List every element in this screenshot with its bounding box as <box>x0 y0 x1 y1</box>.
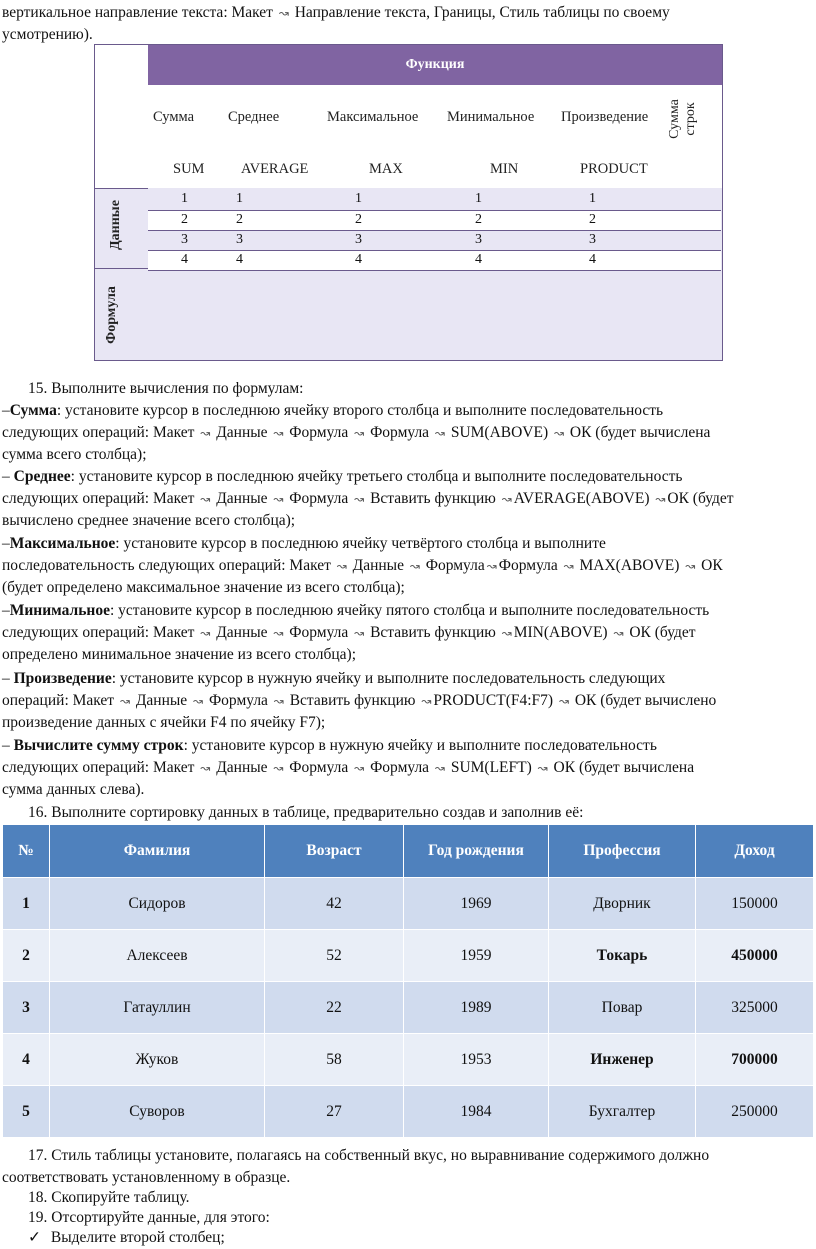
cell: Токарь <box>549 930 696 982</box>
data-row-3 <box>148 231 721 250</box>
header-number: № <box>3 825 50 878</box>
avg-text: вычислено среднее значение всего столбца); <box>2 512 296 529</box>
cell: 4 <box>3 1034 50 1086</box>
table-row <box>3 1034 814 1086</box>
cell: 2 <box>355 212 362 227</box>
min-text: следующих операций: Макет <box>2 624 195 641</box>
cell: 1989 <box>404 982 549 1034</box>
header-surname: Фамилия <box>50 825 265 878</box>
arrow-icon: ↝ <box>354 492 365 506</box>
table-row <box>3 878 814 930</box>
prod-text: Данные <box>135 692 188 709</box>
cell: Алексеев <box>50 930 265 982</box>
cell: 58 <box>265 1034 404 1086</box>
cell: 2 <box>181 212 188 227</box>
cell: 4 <box>236 252 243 267</box>
step-15: 15. Выполните вычисления по формулам: <box>28 380 304 397</box>
max-text: последовательность следующих операций: Макет <box>2 557 331 574</box>
intro-line-2: усмотрению). <box>2 26 93 43</box>
arrow-icon: ↝ <box>336 559 347 573</box>
header-income: Доход <box>696 825 814 878</box>
max-instruction <box>2 533 814 599</box>
avg-text: следующих операций: Макет <box>2 490 195 507</box>
arrow-icon: ↝ <box>119 694 130 708</box>
arrow-icon: ↝ <box>273 492 284 506</box>
prod-text: PRODUCT(F4:F7) <box>433 692 554 709</box>
sum-rows-label-2: строк <box>682 102 698 136</box>
fn-code-min: MIN <box>490 161 519 177</box>
cell: 2 <box>3 930 50 982</box>
arrow-icon: ↝ <box>613 626 624 640</box>
cell: 1 <box>589 191 596 206</box>
cell: 4 <box>181 252 188 267</box>
max-text: Данные <box>352 557 404 574</box>
min-text: Вставить функцию <box>370 624 496 641</box>
fn-code-max: MAX <box>369 161 403 177</box>
header-profession: Профессия <box>549 825 696 878</box>
sum-text: ОК (будет вычислена <box>569 424 711 441</box>
dash-bullet: – <box>2 737 10 754</box>
table-row <box>3 1086 814 1138</box>
step-18: 18. Скопируйте таблицу. <box>28 1189 190 1206</box>
cell: 1959 <box>404 930 549 982</box>
arrow-icon: ↝ <box>409 559 420 573</box>
dash-bullet: – <box>2 535 10 552</box>
step-17-text: соответствовать установленному в образце. <box>2 1169 291 1186</box>
dash-bullet: – <box>2 402 10 419</box>
checklist-text: Выделите второй столбец; <box>50 1229 225 1246</box>
header-birth-year: Год рождения <box>404 825 549 878</box>
function-table <box>94 44 723 361</box>
table-row <box>3 982 814 1034</box>
prod-text: операций: Макет <box>2 692 115 709</box>
arrow-icon: ↝ <box>273 694 284 708</box>
cell: 1 <box>475 191 482 206</box>
min-instruction <box>2 600 814 666</box>
cell: 3 <box>475 232 482 247</box>
arrow-icon: ↝ <box>200 761 211 775</box>
data-row-4 <box>148 250 721 271</box>
cell: Гатауллин <box>50 982 265 1034</box>
min-text: Данные <box>216 624 268 641</box>
table-header-row <box>3 825 814 878</box>
cell: Суворов <box>50 1086 265 1138</box>
function-header: Функция <box>148 45 722 85</box>
cell: 27 <box>265 1086 404 1138</box>
cell: 2 <box>475 212 482 227</box>
prod-instruction <box>2 668 814 734</box>
fn-name-average: Среднее <box>228 109 280 125</box>
arrow-icon: ↝ <box>501 492 512 506</box>
arrow-icon: ↝ <box>537 761 548 775</box>
table-row <box>3 930 814 982</box>
prod-text: ОК (будет вычислено <box>574 692 717 709</box>
max-text: : установите курсор в последнюю ячейку четвёртого столбца и выполните <box>115 535 606 552</box>
max-text: ОК <box>701 557 723 574</box>
arrow-icon: ↝ <box>558 694 569 708</box>
arrow-icon: ↝ <box>486 559 497 573</box>
cell: 1984 <box>404 1086 549 1138</box>
avg-text: AVERAGE(ABOVE) <box>513 490 650 507</box>
rowsum-text: SUM(LEFT) <box>450 759 532 776</box>
sum-rows-label <box>667 99 699 139</box>
sum-text: Формула <box>370 424 430 441</box>
sum-text: : установите курсор в последнюю ячейку второго столбца и выполните последовательность <box>56 402 664 419</box>
step-17 <box>2 1145 814 1189</box>
arrow-icon: ↝ <box>354 761 365 775</box>
avg-instruction <box>2 466 814 532</box>
min-lead: Минимальное <box>9 602 110 619</box>
intro-line-1 <box>2 2 814 24</box>
arrow-icon: ↝ <box>434 761 445 775</box>
step-19: 19. Отсортируйте данные, для этого: <box>28 1209 270 1226</box>
rowsum-instruction <box>2 735 814 801</box>
fn-name-max: Максимальное <box>327 109 419 125</box>
fn-code-product: PRODUCT <box>580 161 648 177</box>
rowsum-text: Формула <box>289 759 349 776</box>
arrow-icon: ↝ <box>655 492 666 506</box>
dash-bullet: – <box>2 468 10 485</box>
sum-text: Формула <box>289 424 349 441</box>
intro-text-b: Направление текста, Границы, Стиль таблицы по своему <box>294 4 670 21</box>
prod-text: произведение данных с ячейки F4 по ячейку F7); <box>2 714 326 731</box>
cell: 1 <box>236 191 243 206</box>
min-text: определено минимальное значение из всего столбца); <box>2 646 356 663</box>
cell: Бухгалтер <box>549 1086 696 1138</box>
prod-lead: Произведение <box>13 670 112 687</box>
cell: 250000 <box>696 1086 814 1138</box>
corner-cell <box>95 45 148 188</box>
avg-text: Формула <box>289 490 349 507</box>
sum-text: Данные <box>216 424 268 441</box>
cell: Дворник <box>549 878 696 930</box>
cell: 52 <box>265 930 404 982</box>
arrow-icon: ↝ <box>273 761 284 775</box>
arrow-icon: ↝ <box>273 626 284 640</box>
cell: 1 <box>3 878 50 930</box>
rowsum-lead: Вычислите сумму строк <box>13 737 184 754</box>
avg-text: : установите курсор в последнюю ячейку третьего столбца и выполните последовательность <box>70 468 683 485</box>
cell: 1 <box>355 191 362 206</box>
rowsum-text: Данные <box>216 759 268 776</box>
dash-bullet: – <box>2 670 10 687</box>
min-text: : установите курсор в последнюю ячейку пятого столбца и выполните последовательность <box>109 602 710 619</box>
cell: 3 <box>181 232 188 247</box>
cell: 700000 <box>696 1034 814 1086</box>
cell: Повар <box>549 982 696 1034</box>
sum-text: SUM(ABOVE) <box>450 424 549 441</box>
sum-text: следующих операций: Макет <box>2 424 195 441</box>
sum-text: сумма всего столбца); <box>2 446 147 463</box>
header-age: Возраст <box>265 825 404 878</box>
min-text: MIN(ABOVE) <box>513 624 608 641</box>
fn-name-sum: Сумма <box>153 109 195 125</box>
avg-lead: Среднее <box>13 468 71 485</box>
checklist-item <box>2 1227 814 1249</box>
cell: 150000 <box>696 878 814 930</box>
fn-name-product: Произведение <box>561 109 649 125</box>
data-label: Данные <box>107 200 123 250</box>
rowsum-text: ОК (будет вычислена <box>553 759 695 776</box>
data-row-1 <box>148 190 721 209</box>
arrow-icon: ↝ <box>421 694 432 708</box>
step-16: 16. Выполните сортировку данных в таблице, предварительно создав и заполнив её: <box>28 804 584 821</box>
cell: 5 <box>3 1086 50 1138</box>
rowsum-text: Формула <box>370 759 430 776</box>
formula-label: Формула <box>103 286 119 344</box>
cell: 42 <box>265 878 404 930</box>
rowsum-text: сумма данных слева). <box>2 781 145 798</box>
data-row-2 <box>148 210 721 231</box>
cell: 3 <box>355 232 362 247</box>
max-text: (будет определено максимальное значение из всего столбца); <box>2 579 405 596</box>
cell: 2 <box>589 212 596 227</box>
cell: Инженер <box>549 1034 696 1086</box>
dash-bullet: – <box>2 602 10 619</box>
prod-text: Формула <box>208 692 268 709</box>
arrow-icon: ↝ <box>434 426 445 440</box>
prod-text: : установите курсор в нужную ячейку и выполните последовательность следующих <box>111 670 666 687</box>
cell: Жуков <box>50 1034 265 1086</box>
cell: 4 <box>355 252 362 267</box>
cell: 1953 <box>404 1034 549 1086</box>
employee-table <box>2 824 814 1138</box>
cell: 4 <box>589 252 596 267</box>
arrow-icon: ↝ <box>685 559 696 573</box>
cell: 3 <box>236 232 243 247</box>
intro-text-a: вертикальное направление текста: Макет <box>2 4 273 21</box>
arrow-icon: ↝ <box>193 694 204 708</box>
cell: 1969 <box>404 878 549 930</box>
rowsum-text: : установите курсор в нужную ячейку и выполните последовательность <box>183 737 657 754</box>
prod-text: Вставить функцию <box>289 692 416 709</box>
cell: 2 <box>236 212 243 227</box>
arrow-icon: ↝ <box>278 6 289 20</box>
avg-text: Данные <box>216 490 268 507</box>
arrow-icon: ↝ <box>501 626 512 640</box>
rowsum-text: следующих операций: Макет <box>2 759 195 776</box>
arrow-icon: ↝ <box>354 426 365 440</box>
max-text: MAX(ABOVE) <box>579 557 680 574</box>
arrow-icon: ↝ <box>200 426 211 440</box>
max-lead: Максимальное <box>9 535 116 552</box>
avg-text: Вставить функцию <box>370 490 496 507</box>
cell: 450000 <box>696 930 814 982</box>
fn-code-sum: SUM <box>173 161 205 177</box>
arrow-icon: ↝ <box>200 492 211 506</box>
cell: 3 <box>3 982 50 1034</box>
step-17-text: 17. Стиль таблицы установите, полагаясь на собственный вкус, но выравнивание содержимого должно <box>28 1147 710 1164</box>
min-text: Формула <box>289 624 349 641</box>
min-text: ОК (будет <box>629 624 696 641</box>
cell: 1 <box>181 191 188 206</box>
arrow-icon: ↝ <box>553 426 565 440</box>
cell: Сидоров <box>50 878 265 930</box>
sum-lead: Сумма <box>9 402 57 419</box>
fn-code-average: AVERAGE <box>241 161 309 177</box>
cell: 325000 <box>696 982 814 1034</box>
max-text: Формула <box>498 557 558 574</box>
arrow-icon: ↝ <box>354 626 365 640</box>
fn-name-min: Минимальное <box>447 109 535 125</box>
arrow-icon: ↝ <box>273 426 284 440</box>
max-text: Формула <box>425 557 485 574</box>
cell: 22 <box>265 982 404 1034</box>
checkmark-icon: ✓ <box>28 1229 41 1246</box>
avg-text: ОК (будет <box>667 490 734 507</box>
cell: 3 <box>589 232 596 247</box>
sum-rows-label-1: Сумма <box>666 99 682 139</box>
cell: 4 <box>475 252 482 267</box>
arrow-icon: ↝ <box>200 626 211 640</box>
sum-instruction <box>2 400 814 466</box>
arrow-icon: ↝ <box>563 559 574 573</box>
